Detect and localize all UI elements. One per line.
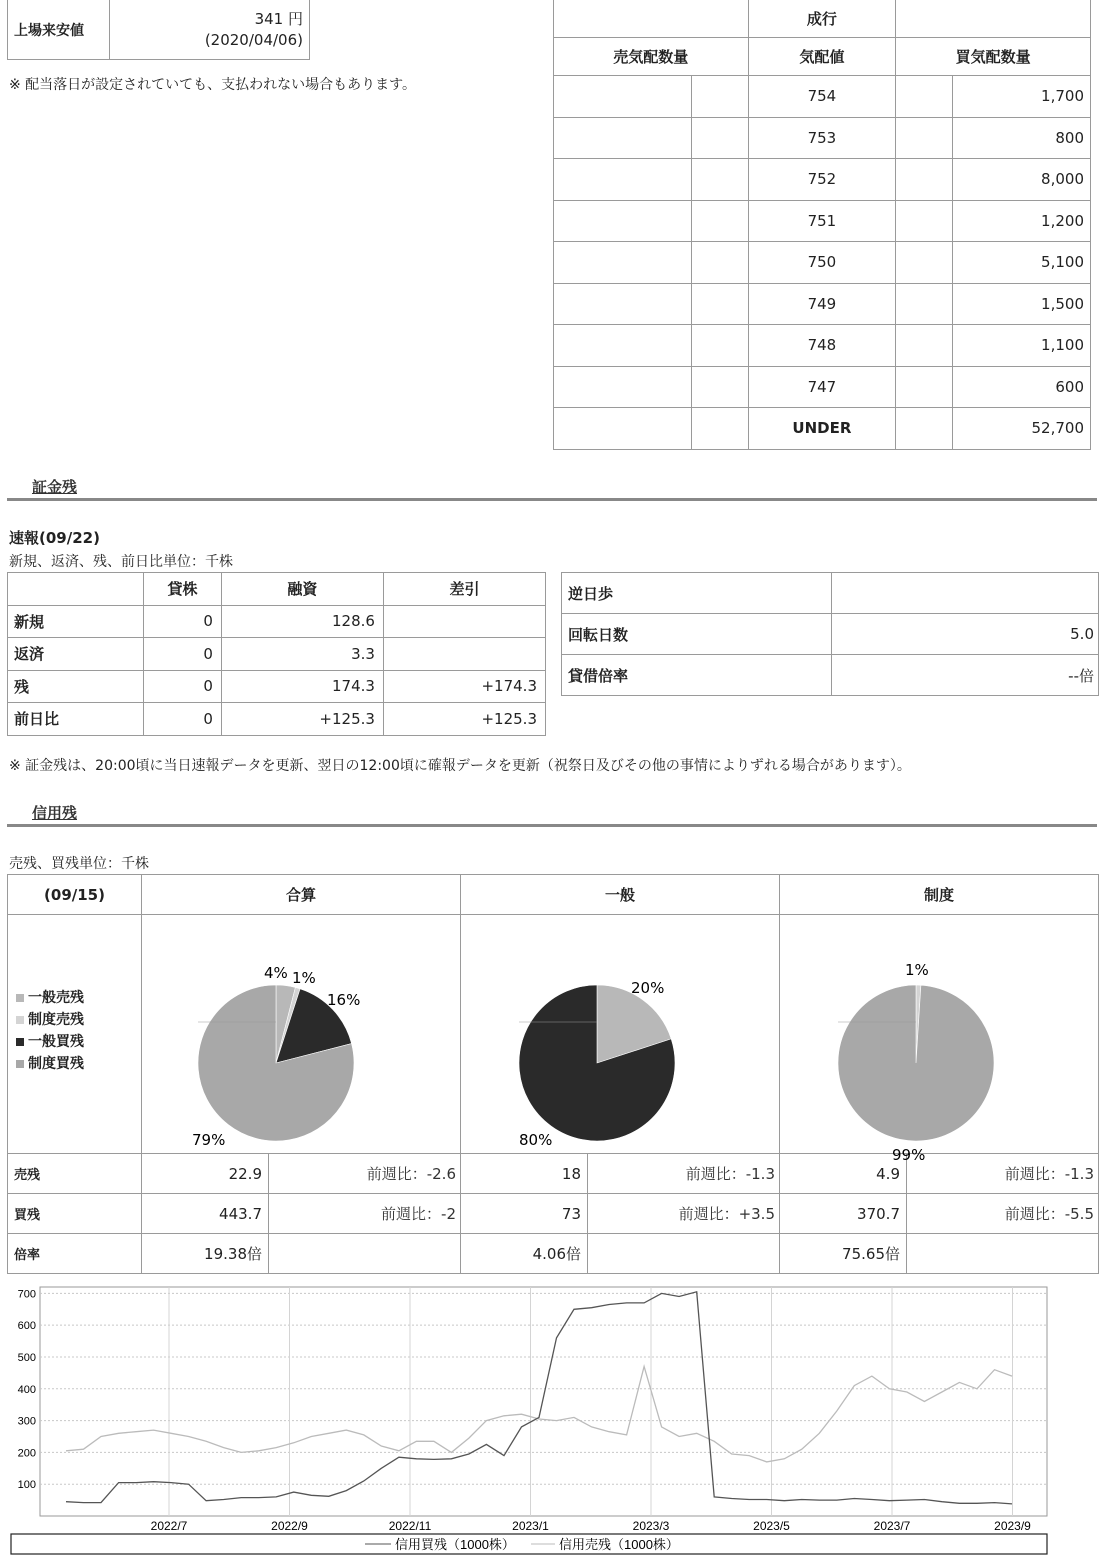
book-bid-qty: 5,100 (953, 242, 1091, 284)
book-ask-mark-cell (691, 366, 748, 408)
book-ask-mark-cell (691, 117, 748, 159)
book-row (554, 242, 1091, 284)
pie-system-label-b: 99% (892, 1146, 926, 1164)
book-bid-qty: 1,700 (953, 76, 1091, 118)
book-price: 748 (748, 325, 896, 367)
margin-cell-finance: 128.6 (221, 605, 383, 638)
margin-side-value: --倍 (832, 655, 1099, 696)
margin-row (8, 670, 546, 703)
margin-header-finance: 融資 (221, 573, 383, 606)
book-ask-mark-cell (691, 283, 748, 325)
book-bid-mark-cell (896, 242, 953, 284)
listing-low-label: 上場来安値 (8, 0, 110, 60)
legend-general-buy (16, 1031, 141, 1053)
pie-total-label-b: 1% (292, 969, 316, 987)
book-ask-cell (554, 200, 692, 242)
book-bid-qty: 800 (953, 117, 1091, 159)
pie-system-label-a: 1% (905, 961, 929, 979)
margin-footnote: ※ 証金残は、20:00頃に当日速報データを更新、翌日の12:00頃に確報データを更新（祝祭日及びその他の事情によりずれる場合があります）。 (9, 758, 911, 774)
order-book-table (553, 0, 1091, 450)
listing-low-date: (2020/04/06) (204, 30, 303, 49)
pie-cell-total (142, 915, 461, 1154)
pie-general (461, 915, 779, 1149)
book-row (554, 366, 1091, 408)
book-price: UNDER (748, 408, 896, 450)
book-bid-mark-cell (896, 283, 953, 325)
credit-unit-note: 売残、買残単位：千株 (9, 856, 149, 872)
chart-legend-sell: 信用売残（1000株） (559, 1537, 679, 1552)
credit-balance-chart (7, 1280, 1052, 1560)
margin-side-label: 回転日数 (562, 614, 832, 655)
credit-legend (8, 915, 141, 1075)
credit-col-total: 合算 (142, 875, 461, 915)
credit-week-change: 前週比：-1.3 (907, 1154, 1099, 1194)
margin-header-lend: 貸株 (144, 573, 222, 606)
book-price: 752 (748, 159, 896, 201)
dividend-note: ※ 配当落日が設定されていても、支払われない場合もあります。 (9, 77, 417, 93)
pie-cell-general (461, 915, 780, 1154)
book-ask-cell (554, 117, 692, 159)
margin-row (8, 703, 546, 736)
listing-low-table (7, 0, 310, 60)
legend-label: 一般売残 (28, 990, 84, 1006)
margin-flash-label: 速報(09/22) (9, 529, 100, 547)
margin-cell-label: 新規 (8, 605, 144, 638)
chart-xtick-label: 2022/11 (388, 1519, 432, 1533)
credit-row (8, 1154, 1099, 1194)
book-ask-cell (554, 76, 692, 118)
credit-legend-cell (8, 915, 142, 1154)
margin-side-row (562, 573, 1099, 614)
credit-value: 443.7 (142, 1194, 269, 1234)
pie-slice-system-buy (838, 985, 994, 1141)
credit-week-change: 前週比：-2.6 (269, 1154, 461, 1194)
book-ask-mark-cell (691, 325, 748, 367)
margin-cell-diff (383, 605, 545, 638)
legend-system-sell (16, 1009, 141, 1031)
book-row (554, 76, 1091, 118)
credit-week-change: 前週比：-5.5 (907, 1194, 1099, 1234)
pie-system (780, 915, 1098, 1164)
margin-side-value (832, 573, 1099, 614)
book-bid-qty: 8,000 (953, 159, 1091, 201)
book-ask-mark-cell (691, 242, 748, 284)
book-bid-qty: 1,200 (953, 200, 1091, 242)
pie-total-label-c: 16% (327, 991, 361, 1009)
chart-xtick-label: 2023/7 (873, 1519, 911, 1533)
credit-row (8, 1234, 1099, 1274)
credit-week-change (269, 1234, 461, 1274)
book-ask-cell (554, 283, 692, 325)
chart-xtick-label: 2022/7 (150, 1519, 188, 1533)
legend-general-sell (16, 987, 141, 1009)
credit-date: (09/15) (8, 875, 142, 915)
credit-value: 4.06倍 (461, 1234, 588, 1274)
section-divider (7, 498, 1097, 501)
legend-swatch (16, 1038, 24, 1046)
credit-value: 22.9 (142, 1154, 269, 1194)
credit-value: 4.9 (780, 1154, 907, 1194)
book-price: 753 (748, 117, 896, 159)
margin-cell-lend: 0 (144, 670, 222, 703)
margin-row (8, 605, 546, 638)
credit-week-change (588, 1234, 780, 1274)
margin-cell-lend: 0 (144, 703, 222, 736)
margin-cell-finance: 3.3 (221, 638, 383, 671)
margin-side-label: 逆日歩 (562, 573, 832, 614)
book-bid-qty: 52,700 (953, 408, 1091, 450)
section-divider (7, 824, 1097, 827)
chart-ytick-label: 300 (17, 1415, 36, 1428)
margin-side-table (561, 572, 1099, 696)
margin-cell-lend: 0 (144, 638, 222, 671)
margin-unit-note: 新規、返済、残、前日比単位：千株 (9, 554, 233, 570)
book-ask-mark-cell (691, 159, 748, 201)
margin-cell-finance: 174.3 (221, 670, 383, 703)
credit-value: 75.65倍 (780, 1234, 907, 1274)
book-bid-mark-cell (896, 325, 953, 367)
book-ask-mark-cell (691, 408, 748, 450)
pie-general-label-b: 80% (519, 1131, 553, 1149)
margin-cell-finance: +125.3 (221, 703, 383, 736)
book-ask-cell (554, 325, 692, 367)
margin-cell-diff (383, 638, 545, 671)
pie-total-label-d: 79% (192, 1131, 226, 1149)
chart-legend-buy: 信用買残（1000株） (395, 1537, 515, 1552)
book-ask-mark-cell (691, 76, 748, 118)
book-row (554, 325, 1091, 367)
book-bid-mark-cell (896, 117, 953, 159)
margin-cell-diff: +125.3 (383, 703, 545, 736)
margin-header-blank (8, 573, 144, 606)
margin-row (8, 638, 546, 671)
credit-row (8, 1194, 1099, 1234)
credit-value: 19.38倍 (142, 1234, 269, 1274)
margin-side-value: 5.0 (832, 614, 1099, 655)
book-bid-mark-cell (896, 200, 953, 242)
chart-plot-area (40, 1287, 1047, 1516)
legend-label: 制度売残 (28, 1012, 84, 1028)
margin-side-label: 貸借倍率 (562, 655, 832, 696)
credit-week-change (907, 1234, 1099, 1274)
chart-ytick-label: 400 (17, 1383, 36, 1396)
credit-col-system: 制度 (780, 875, 1099, 915)
book-bid-mark-cell (896, 76, 953, 118)
margin-cell-label: 前日比 (8, 703, 144, 736)
margin-side-row (562, 614, 1099, 655)
margin-cell-label: 返済 (8, 638, 144, 671)
book-empty-cell (554, 0, 749, 38)
chart-ytick-label: 600 (17, 1320, 36, 1333)
chart-xtick-label: 2023/5 (753, 1519, 790, 1533)
margin-cell-diff: +174.3 (383, 670, 545, 703)
book-price: 747 (748, 366, 896, 408)
book-header-bid: 買気配数量 (896, 38, 1091, 76)
legend-label: 一般買残 (28, 1034, 84, 1050)
book-ask-cell (554, 366, 692, 408)
credit-col-general: 一般 (461, 875, 780, 915)
book-empty-cell (896, 0, 1091, 38)
margin-cell-label: 残 (8, 670, 144, 703)
legend-swatch (16, 1016, 24, 1024)
chart-xtick-label: 2023/3 (632, 1519, 670, 1533)
legend-swatch (16, 1060, 24, 1068)
margin-header-diff: 差引 (383, 573, 545, 606)
book-bid-mark-cell (896, 408, 953, 450)
credit-value: 18 (461, 1154, 588, 1194)
credit-row-label: 売残 (8, 1154, 142, 1194)
book-bid-mark-cell (896, 366, 953, 408)
margin-section-title: 証金残 (32, 478, 78, 496)
credit-value: 370.7 (780, 1194, 907, 1234)
book-bid-qty: 600 (953, 366, 1091, 408)
book-price: 754 (748, 76, 896, 118)
book-ask-cell (554, 408, 692, 450)
book-bid-mark-cell (896, 159, 953, 201)
book-price: 749 (748, 283, 896, 325)
legend-label: 制度買残 (28, 1056, 84, 1072)
book-header-price: 気配値 (748, 38, 896, 76)
chart-xtick-label: 2023/9 (994, 1519, 1031, 1533)
credit-value: 73 (461, 1194, 588, 1234)
book-row (554, 159, 1091, 201)
credit-row-label: 倍率 (8, 1234, 142, 1274)
credit-section-title: 信用残 (32, 804, 78, 822)
book-row (554, 408, 1091, 450)
chart-xtick-label: 2022/9 (271, 1519, 308, 1533)
book-ask-cell (554, 242, 692, 284)
listing-low-value (110, 0, 310, 60)
pie-total (142, 915, 460, 1149)
credit-table (7, 874, 1099, 1274)
book-header-ask: 売気配数量 (554, 38, 749, 76)
book-price: 750 (748, 242, 896, 284)
pie-total-label-a: 4% (264, 964, 288, 982)
book-row (554, 283, 1091, 325)
pie-general-label-a: 20% (631, 979, 665, 997)
chart-legend-box (11, 1534, 1047, 1554)
legend-system-buy (16, 1053, 141, 1075)
margin-table (7, 572, 546, 736)
chart-xtick-label: 2023/1 (512, 1519, 549, 1533)
chart-ytick-label: 200 (17, 1447, 36, 1460)
book-price: 751 (748, 200, 896, 242)
book-row (554, 117, 1091, 159)
listing-low-price: 341 円 (254, 9, 303, 28)
credit-week-change: 前週比：-2 (269, 1194, 461, 1234)
book-ask-mark-cell (691, 200, 748, 242)
chart-ytick-label: 500 (17, 1351, 36, 1364)
chart-ytick-label: 100 (17, 1479, 36, 1492)
book-ask-cell (554, 159, 692, 201)
credit-week-change: 前週比：+3.5 (588, 1194, 780, 1234)
book-market-label: 成行 (748, 0, 896, 38)
margin-cell-lend: 0 (144, 605, 222, 638)
chart-ytick-label: 700 (17, 1288, 36, 1301)
credit-week-change: 前週比：-1.3 (588, 1154, 780, 1194)
book-row (554, 200, 1091, 242)
margin-side-row (562, 655, 1099, 696)
legend-swatch (16, 994, 24, 1002)
credit-row-label: 買残 (8, 1194, 142, 1234)
pie-cell-system (780, 915, 1099, 1164)
book-bid-qty: 1,500 (953, 283, 1091, 325)
book-bid-qty: 1,100 (953, 325, 1091, 367)
